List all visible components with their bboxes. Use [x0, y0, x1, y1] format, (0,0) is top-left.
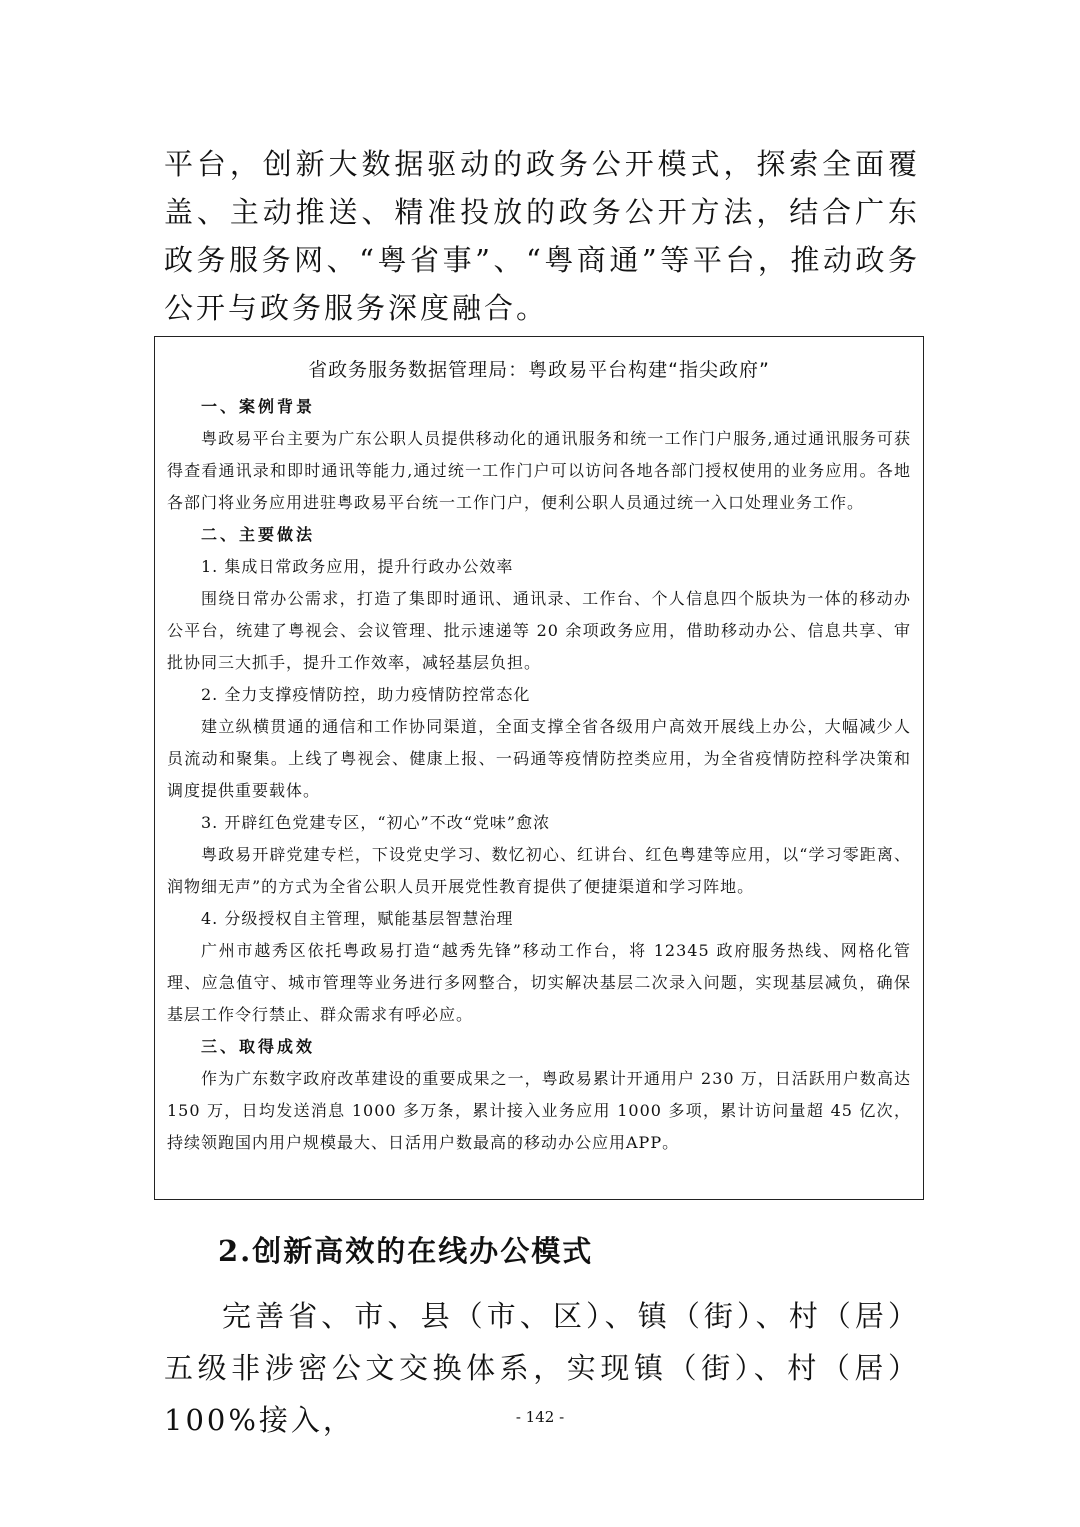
case-study-box: [154, 336, 924, 1200]
practice-item-paragraph: 建立纵横贯通的通信和工作协同渠道，全面支撑全省各级用户高效开展线上办公，大幅减少人员流动和聚集。上线了粤视会、健康上报、一码通等疫情防控类应用，为全省疫情防控科学决策和调度提供重要载体。: [167, 717, 911, 800]
section2-body: 完善省、市、县（市、区）、镇（街）、村（居）五级非涉密公文交换体系，实现镇（街）、村（居）100%接入，: [164, 1299, 920, 1437]
results-paragraph: 作为广东数字政府改革建设的重要成果之一，粤政易累计开通用户 230 万，日活跃用户数高达 150 万，日均发送消息 1000 多万条，累计接入业务应用 1000 多项，累计访问量超 45 亿次，持续领跑国内用户规模最大、日活用户数最高的移动办公应用APP。: [167, 1069, 911, 1152]
section-heading-practice: 二、主要做法: [201, 525, 316, 544]
section2-heading: 2.创新高效的在线办公模式: [218, 1234, 594, 1268]
practice-item-title: 4. 分级授权自主管理，赋能基层智慧治理: [201, 909, 514, 928]
practice-item-paragraph: 围绕日常办公需求，打造了集即时通讯、通讯录、工作台、个人信息四个版块为一体的移动办公平台，统建了粤视会、会议管理、批示速递等 20 余项政务应用，借助移动办公、信息共享、审批协同三大抓手，提升工作效率，减轻基层负担。: [167, 589, 911, 672]
intro-paragraph: 平台，创新大数据驱动的政务公开模式，探索全面覆盖、主动推送、精准投放的政务公开方法，结合广东政务服务网、“粤省事”、“粤商通”等平台，推动政务公开与政务服务深度融合。: [164, 147, 920, 325]
page-number: - 142 -: [515, 1408, 565, 1426]
practice-item-paragraph: 粤政易开辟党建专栏，下设党史学习、数忆初心、红讲台、红色粤建等应用，以“学习零距离、润物细无声”的方式为全省公职人员开展党性教育提供了便捷渠道和学习阵地。: [167, 845, 911, 896]
practice-item-title: 3. 开辟红色党建专区，“初心”不改“党味”愈浓: [201, 813, 551, 832]
case-title: 省政务服务数据管理局：粤政易平台构建“指尖政府”: [308, 359, 770, 381]
practice-item-title: 1. 集成日常政务应用，提升行政办公效率: [201, 557, 514, 576]
background-paragraph: 粤政易平台主要为广东公职人员提供移动化的通讯服务和统一工作门户服务,通过通讯服务可获得查看通讯录和即时通讯等能力,通过统一工作门户可以访问各地各部门授权使用的业务应用。各地各部门将业务应用进驻粤政易平台统一工作门户，便利公职人员通过统一入口处理业务工作。: [167, 429, 911, 512]
practice-item-title: 2. 全力支撑疫情防控，助力疫情防控常态化: [201, 685, 531, 704]
section-heading-background: 一、案例背景: [201, 397, 316, 416]
practice-item-paragraph: 广州市越秀区依托粤政易打造“越秀先锋”移动工作台，将 12345 政府服务热线、网格化管理、应急值守、城市管理等业务进行多网整合，切实解决基层二次录入问题，实现基层减负，确保基层工作令行禁止、群众需求有呼必应。: [167, 941, 911, 1024]
section-heading-results: 三、取得成效: [201, 1037, 316, 1056]
